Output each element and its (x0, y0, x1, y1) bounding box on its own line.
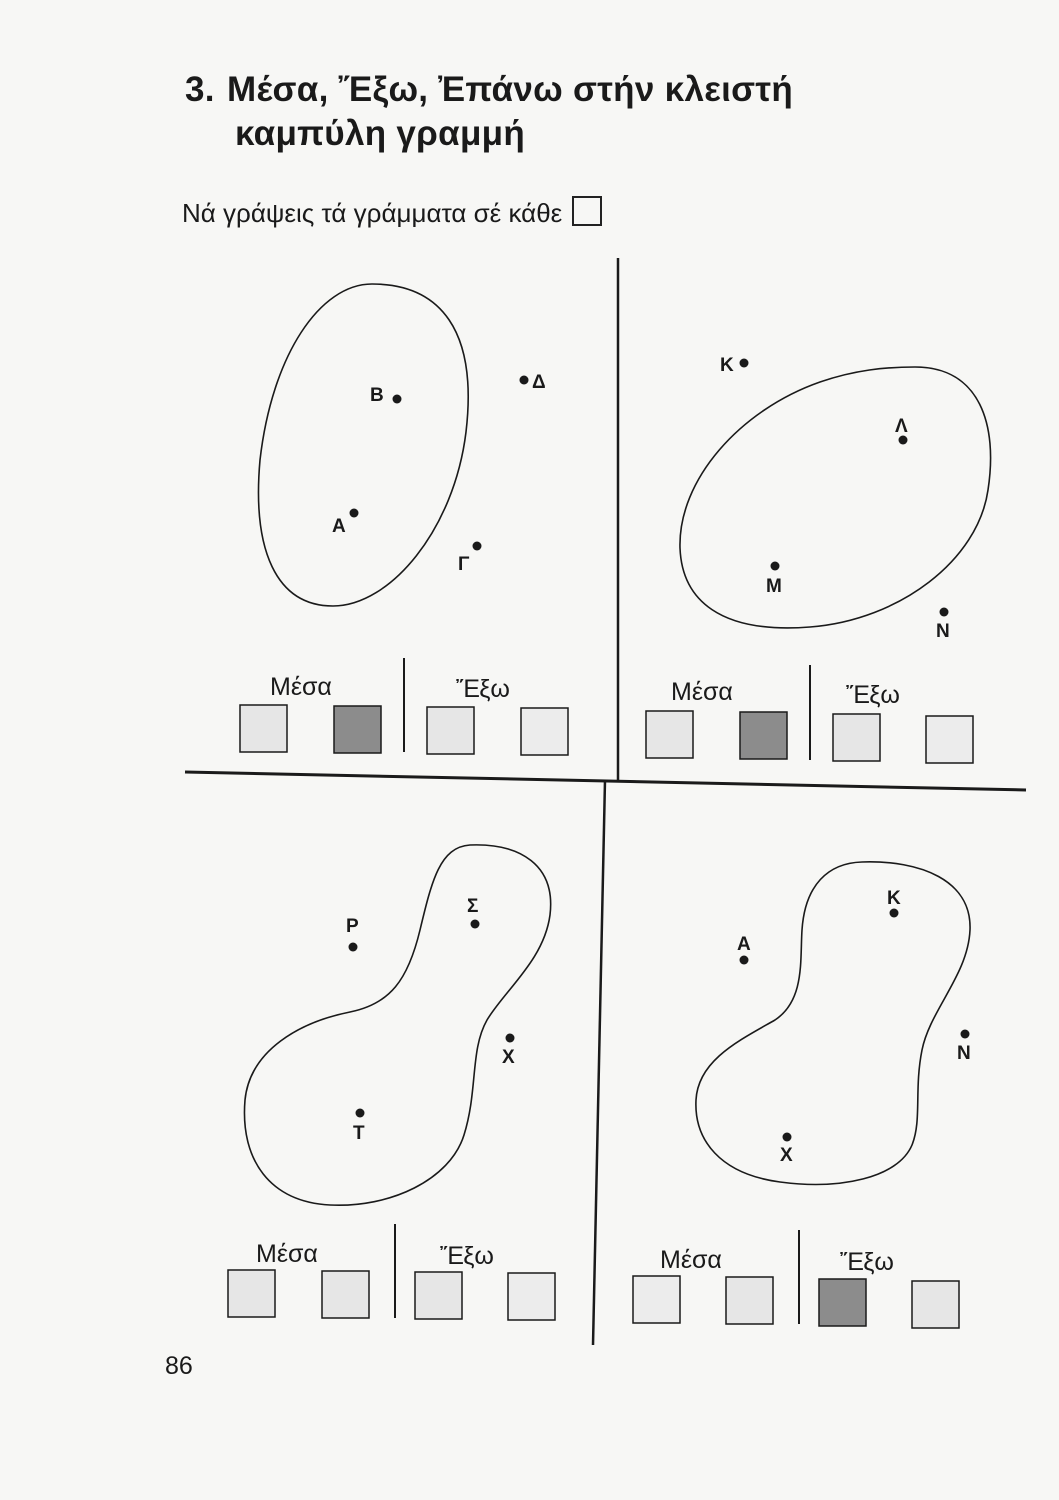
point-dot (740, 956, 749, 965)
panel-4 (633, 862, 971, 1328)
point-dot (771, 562, 780, 571)
answer-box[interactable] (926, 716, 973, 763)
point-dot (961, 1030, 970, 1039)
vertical-divider-bottom (593, 780, 605, 1345)
answer-box[interactable] (646, 711, 693, 758)
point-dot (356, 1109, 365, 1118)
point-dot (940, 608, 949, 617)
point-label: Τ (353, 1123, 365, 1144)
point-dot (890, 909, 899, 918)
point-label: Α (737, 934, 751, 955)
point-label: Χ (780, 1145, 793, 1166)
point-dot (473, 542, 482, 551)
page-number: 86 (165, 1352, 193, 1380)
inside-header: Μέσα (671, 678, 733, 706)
answer-box[interactable] (415, 1272, 462, 1319)
answer-box[interactable] (334, 706, 381, 753)
point-label: Ρ (346, 916, 359, 937)
point-label: Μ (766, 576, 782, 597)
point-label: Β (370, 385, 384, 406)
answer-box[interactable] (521, 708, 568, 755)
answer-box[interactable] (633, 1276, 680, 1323)
instruction-label: Νά γράψεις τά γράμματα σέ κάθε (182, 198, 563, 228)
point-label: Κ (720, 355, 734, 376)
point-label: Α (332, 516, 346, 537)
answer-box[interactable] (726, 1277, 773, 1324)
inside-header: Μέσα (270, 673, 332, 701)
answer-box[interactable] (240, 705, 287, 752)
point-dot (783, 1133, 792, 1142)
answer-box[interactable] (322, 1271, 369, 1318)
outside-header: Ἔξω (846, 681, 900, 709)
inside-header: Μέσα (256, 1240, 318, 1268)
closed-curve (696, 862, 970, 1185)
outside-header: Ἔξω (440, 1242, 494, 1270)
point-label: Χ (502, 1047, 515, 1068)
title-line-1: Μέσα, Ἔξω, Ἐπάνω στήν κλειστή (227, 70, 793, 109)
panel-3 (228, 845, 555, 1320)
point-dot (740, 359, 749, 368)
point-dot (349, 943, 358, 952)
outside-header: Ἔξω (840, 1248, 894, 1276)
answer-box[interactable] (740, 712, 787, 759)
point-label: Σ (467, 896, 479, 917)
point-label: Δ (532, 372, 546, 393)
title-line-2: καμπύλη γραμμή (235, 114, 526, 153)
answer-box[interactable] (819, 1279, 866, 1326)
outside-header: Ἔξω (456, 675, 510, 703)
answer-box[interactable] (228, 1270, 275, 1317)
point-label: Ν (936, 621, 950, 642)
point-label: Λ (895, 416, 908, 437)
panel-2 (646, 355, 991, 763)
panel-1 (240, 284, 568, 755)
answer-box[interactable] (833, 714, 880, 761)
closed-curve (244, 845, 550, 1205)
answer-box[interactable] (912, 1281, 959, 1328)
answer-box[interactable] (427, 707, 474, 754)
closed-curve (680, 367, 991, 628)
point-dot (471, 920, 480, 929)
point-label: Γ (458, 554, 470, 575)
point-label: Κ (887, 888, 901, 909)
answer-box[interactable] (508, 1273, 555, 1320)
point-dot (393, 395, 402, 404)
point-label: Ν (957, 1043, 971, 1064)
exercise-number: 3. (185, 70, 215, 109)
point-dot (350, 509, 359, 518)
closed-curve (259, 284, 469, 606)
inside-header: Μέσα (660, 1246, 722, 1274)
point-dot (520, 376, 529, 385)
point-dot (506, 1034, 515, 1043)
